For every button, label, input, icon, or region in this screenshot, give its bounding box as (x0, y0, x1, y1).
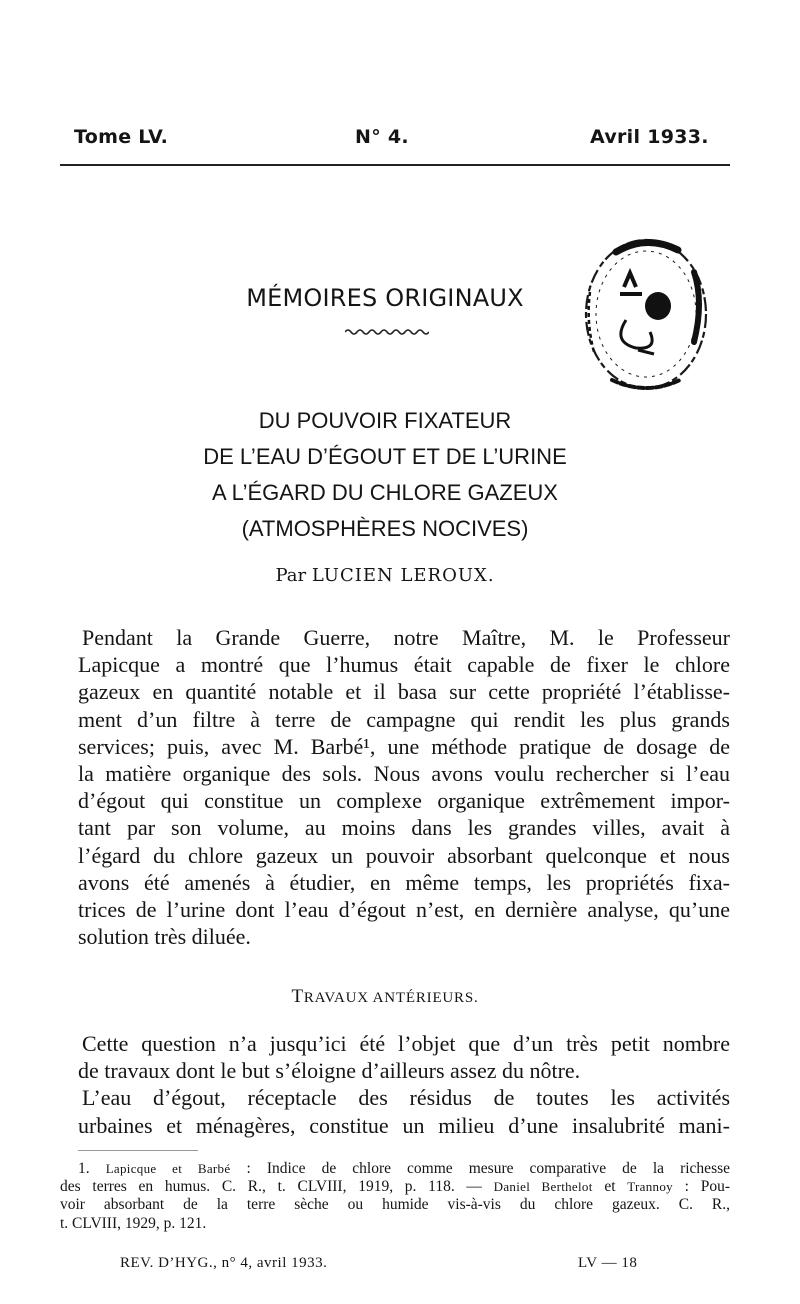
text-line: Lapicque a montré que l’humus était capable de fixer le chlore (78, 652, 730, 678)
header-issue-number: N° 4. (355, 126, 409, 148)
footnote-text: : Pou- (672, 1178, 731, 1196)
article-title (0, 403, 770, 547)
text-line: trices de l’urine dont l’eau d’égout n’est, en dernière analyse, qu’une (78, 896, 730, 922)
header-date: Avril 1933. (590, 126, 709, 148)
text-line: l’égard du chlore gazeux un pouvoir absorbant quelconque et nous (78, 842, 730, 868)
text-line: urbaines et ménagères, constitue un milieu d’une insalubrité mani- (78, 1112, 730, 1138)
footnote (60, 1160, 730, 1233)
header-volume: Tome LV. (74, 126, 169, 148)
footnote-line (60, 1178, 730, 1196)
text-line: tant par son volume, au moins dans les grandes villes, avait à (78, 815, 730, 841)
text-line: la matière organique des sols. Nous avons voulu rechercher si l’eau (78, 760, 730, 786)
text-line: gazeux en quantité notable et il basa sur cette propriété l’établisse- (78, 679, 730, 705)
text-line: solution très diluée. (78, 924, 251, 950)
footnote-rule (78, 1150, 198, 1151)
text-line: ment d’un filtre à terre de campagne qui rendit les plus grands (78, 706, 730, 732)
title-line: DE L’EAU D’ÉGOUT ET DE L’URINE (203, 444, 567, 469)
footnote-authors: Trannoy (627, 1179, 673, 1195)
footnote-text: et (592, 1178, 628, 1196)
text-line: Pendant la Grande Guerre, notre Maître, M. le Professeur (82, 625, 730, 650)
footnote-text: des terres en humus. C. R., t. CLVIII, 1919, p. 118. — (60, 1178, 494, 1196)
title-line: A L’ÉGARD DU CHLORE GAZEUX (212, 480, 558, 505)
text-line: L’eau d’égout, réceptacle des résidus de toutes les activités (82, 1085, 730, 1111)
footnote-authors: Lapicque et Barbé (105, 1161, 231, 1176)
footer-journal: REV. D’HYG., n° 4, avril 1933. (120, 1255, 328, 1271)
library-stamp (576, 232, 716, 402)
subheading-prior-work (0, 986, 770, 1008)
text-line: d’égout qui constitue un complexe organique extrêmement impor- (78, 788, 730, 814)
footnote-text: : Indice de chlore comme mesure comparative de la richesse (230, 1160, 731, 1177)
header-rule (60, 164, 730, 166)
wavy-ornament (345, 328, 429, 336)
text-line: Cette question n’a jusqu’ici été l’objet que d’un très petit nombre (82, 1031, 730, 1056)
title-line: DU POUVOIR FIXATEUR (258, 408, 512, 433)
byline-prefix: Par (275, 565, 307, 586)
paragraph-intro (78, 624, 730, 950)
section-title: MÉMOIRES ORIGINAUX (246, 284, 524, 312)
footnote-line (60, 1160, 730, 1178)
footer-signature: LV — 18 (578, 1255, 638, 1271)
paragraph-prior-work (78, 1030, 730, 1139)
footnote-authors: Daniel Berthelot (493, 1179, 593, 1195)
footnote-number: 1. (78, 1160, 90, 1177)
text-line: avons été amenés à étudier, en même temps, les propriétés fixa- (78, 869, 730, 895)
subheading-rest: RAVAUX ANTÉRIEURS. (303, 990, 479, 1006)
author-name: LUCIEN LEROUX. (311, 565, 495, 586)
title-line: (ATMOSPHÈRES NOCIVES) (241, 516, 529, 541)
footnote-line: voir absorbant de la terre sèche ou humide vis-à-vis du chlore gazeux. C. R., (60, 1196, 730, 1214)
text-line: de travaux dont le but s’éloigne d’ailleurs assez du nôtre. (78, 1058, 581, 1084)
text-line: services; puis, avec M. Barbé¹, une méthode pratique de dosage de (78, 733, 730, 759)
byline (0, 565, 770, 586)
subheading-initial: T (291, 986, 304, 1007)
footnote-line: t. CLVIII, 1929, p. 121. (60, 1214, 207, 1232)
